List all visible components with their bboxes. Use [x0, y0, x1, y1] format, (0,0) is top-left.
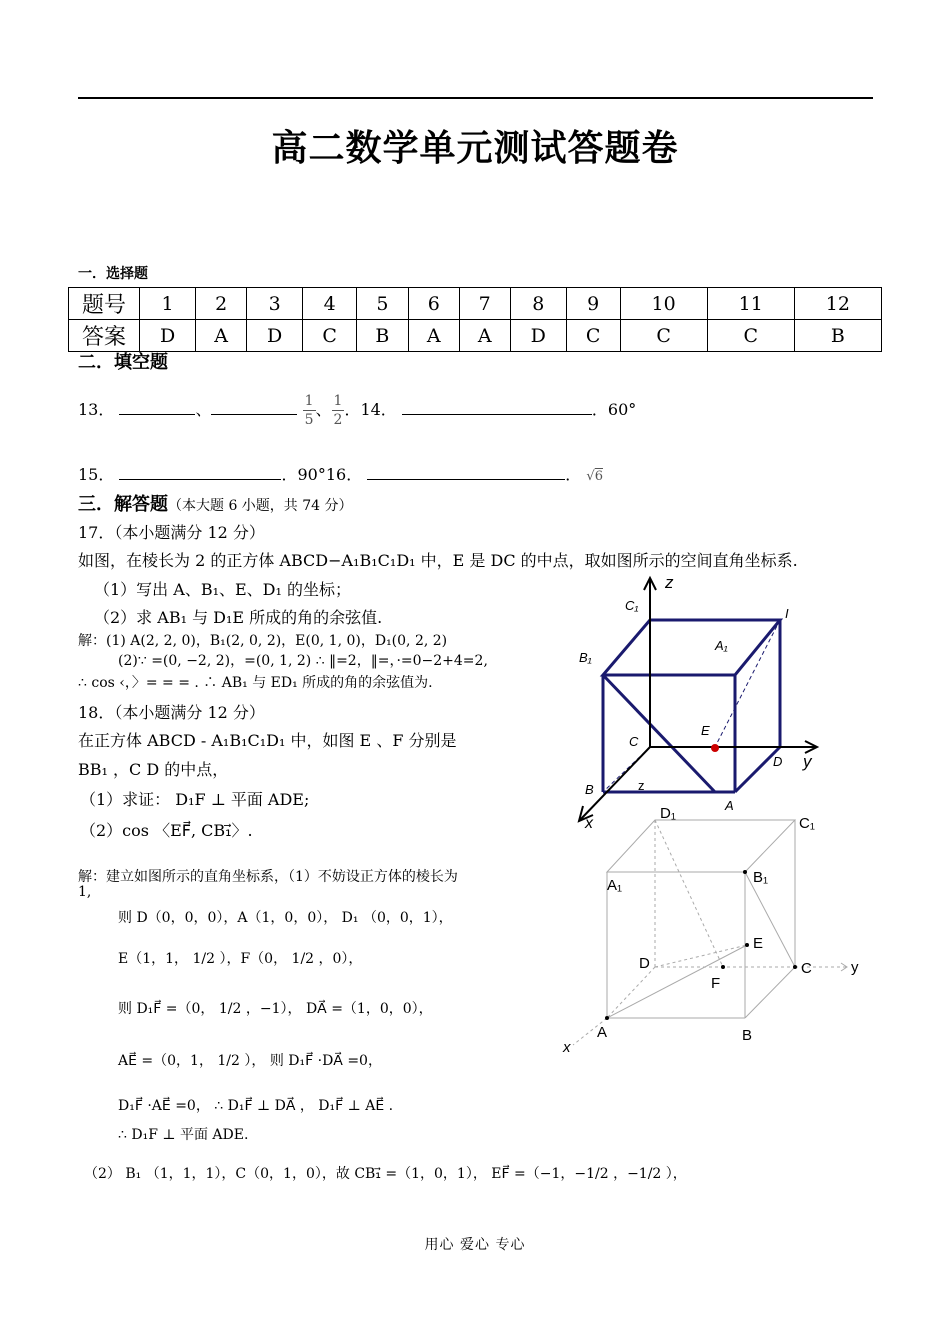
diagonal-ab1 — [603, 675, 715, 792]
q18-text-1: 在正方体 ABCD - A₁B₁C₁D₁ 中，如图 E 、F 分别是 — [78, 731, 457, 750]
cube-top-face — [607, 820, 795, 872]
cube-edge — [745, 967, 795, 1018]
svg-text:I: I — [785, 606, 789, 621]
q18-solution-b: 1, — [78, 884, 92, 900]
svg-text:C: C — [629, 734, 639, 749]
q18-solution-c: 则 D（0，0，0），A（1，0，0）， D₁ （0，0，1）， — [118, 910, 453, 926]
q17-text: 如图，在棱长为 2 的正方体 ABCD−A₁B₁C₁D₁ 中，E 是 DC 的中点，取如图所示的空间直角坐标系. — [78, 551, 798, 570]
cube-figure-2 — [555, 800, 875, 1055]
question-number: 15． — [78, 465, 115, 484]
table-cell: 1 — [140, 288, 196, 320]
q17-solution-2: (2)∵ =(0, −2, 2)，=(0, 1, 2) ∴ ‖=2，‖=，·=0−2+4=2, — [118, 653, 488, 669]
svg-text:E: E — [701, 723, 710, 738]
svg-text:B₁: B₁ — [579, 650, 592, 665]
svg-text:D: D — [773, 754, 783, 769]
svg-text:C: C — [801, 960, 812, 977]
table-cell: 10 — [620, 288, 707, 320]
question-number: ．14． — [344, 400, 397, 419]
answer-blank[interactable] — [119, 400, 195, 415]
hidden-edge — [607, 967, 655, 1018]
cube-figure-1 — [565, 570, 840, 835]
svg-text:x: x — [563, 1039, 571, 1055]
table-cell: C — [303, 320, 357, 352]
answer-table — [68, 287, 882, 352]
q17-solution-1: 解：(1) A(2, 2, 0)，B₁(2, 0, 2)，E(0, 1, 0)，D₁(0, 2, 2) — [78, 633, 448, 649]
table-row — [69, 320, 882, 352]
svg-text:y: y — [851, 959, 859, 976]
svg-text:D: D — [639, 955, 650, 972]
q17-heading: 17．（本小题满分 12 分） — [78, 523, 265, 542]
table-cell: C — [566, 320, 620, 352]
svg-text:z: z — [638, 778, 645, 793]
table-cell: C — [620, 320, 707, 352]
table-cell: 12 — [794, 288, 881, 320]
svg-text:y: y — [803, 752, 812, 771]
answer-blank[interactable] — [367, 465, 565, 480]
svg-text:z: z — [665, 573, 674, 592]
segment-d1f — [655, 820, 723, 967]
point-dot — [745, 943, 749, 947]
section-heading-choice: 一．选择题 — [78, 266, 148, 282]
table-header-cell: 题号 — [69, 288, 140, 320]
question-13-line — [78, 392, 636, 429]
page-footer: 用心 爱心 专心 — [424, 1237, 526, 1253]
table-cell: B — [357, 320, 409, 352]
q18-solution-h: ∴ D₁F ⊥ 平面 ADE. — [118, 1127, 249, 1143]
svg-text:x: x — [585, 815, 593, 832]
table-cell: 8 — [510, 288, 566, 320]
table-cell: A — [459, 320, 510, 352]
top-rule — [78, 97, 873, 99]
q17-part1: （1）写出 A、B₁、E、D₁ 的坐标； — [94, 580, 352, 599]
table-cell: C — [707, 320, 794, 352]
table-cell: B — [794, 320, 881, 352]
q18-text-2: BB₁ ，C D 的中点， — [78, 760, 229, 779]
section-heading-solve: 三．解答题（本大题 6 小题，共 74 分） — [78, 494, 353, 515]
segment-ae — [607, 945, 747, 1018]
fraction: $\frac{1}{2}$ — [333, 393, 343, 428]
q18-part1: （1）求证： D₁F ⊥ 平面 ADE; — [80, 790, 310, 809]
svg-text:F: F — [711, 975, 721, 992]
separator: 、 — [315, 400, 332, 419]
q18-solution-e: 则 D₁F⃗ =（0， 1/2 ，−1）， DA⃗ =（1，0，0）， — [118, 1001, 433, 1017]
q18-part2: （2）cos 〈EF⃗, CB₁⃗〉. — [80, 821, 253, 840]
q18-solution-a: 解：建立如图所示的直角坐标系，（1）不妨设正方体的棱长为 — [78, 869, 458, 885]
svg-text:B₁: B₁ — [753, 869, 769, 886]
answer-blank[interactable] — [402, 400, 592, 415]
page-title: 高二数学单元测试答题卷 — [271, 127, 679, 169]
svg-text:A: A — [597, 1024, 608, 1041]
q18-solution-d: E（1，1， 1/2 ），F（0， 1/2 ，0）， — [118, 951, 363, 967]
table-cell: 3 — [247, 288, 303, 320]
answer-blank[interactable] — [211, 400, 297, 415]
table-cell: A — [408, 320, 459, 352]
table-cell: 5 — [357, 288, 409, 320]
svg-text:C₁: C₁ — [799, 815, 815, 832]
table-cell: 11 — [707, 288, 794, 320]
q18-heading: 18．（本小题满分 12 分） — [78, 703, 265, 722]
separator: 、 — [195, 400, 212, 419]
q18-solution-f: AE⃗ =（0，1， 1/2 ）， 则 D₁F⃗ ·DA⃗ =0， — [118, 1053, 382, 1069]
svg-text:C₁: C₁ — [625, 598, 639, 613]
table-cell: 4 — [303, 288, 357, 320]
svg-text:A₁: A₁ — [715, 638, 728, 653]
svg-text:E: E — [753, 935, 764, 952]
answer-text: ． — [565, 465, 582, 484]
cube-edge — [745, 872, 795, 967]
svg-text:B: B — [585, 782, 594, 797]
answer-blank[interactable] — [119, 465, 281, 480]
svg-text:D₁: D₁ — [660, 805, 676, 822]
point-e — [711, 744, 719, 752]
table-cell: 6 — [408, 288, 459, 320]
table-cell: 7 — [459, 288, 510, 320]
q17-solution-3: ∴ cos ‹，〉= = = . ∴ AB₁ 与 ED₁ 所成的角的余弦值为. — [78, 675, 433, 691]
point-dot — [605, 1016, 609, 1020]
svg-text:A: A — [725, 798, 734, 813]
section-heading-fill: 二．填空题 — [78, 352, 168, 373]
point-dot — [793, 965, 797, 969]
q17-part2: （2）求 AB₁ 与 D₁E 所成的角的余弦值. — [94, 608, 383, 627]
table-cell: D — [510, 320, 566, 352]
point-dot — [721, 965, 725, 969]
table-cell: D — [140, 320, 196, 352]
table-cell: D — [247, 320, 303, 352]
q18-solution-g: D₁F⃗ ·AE⃗ =0， ∴ D₁F⃗ ⊥ DA⃗ ， D₁F⃗ ⊥ AE⃗ . — [118, 1098, 394, 1114]
question-number: 13． — [78, 400, 115, 419]
cube-top-face — [603, 620, 780, 675]
segment-de — [655, 945, 747, 967]
question-15-line — [78, 462, 603, 485]
sqrt-icon: √6 — [586, 469, 603, 484]
point-dot — [743, 870, 747, 874]
table-cell: A — [196, 320, 247, 352]
table-cell: 2 — [196, 288, 247, 320]
fraction: $\frac{1}{5}$ — [304, 393, 314, 428]
table-row — [69, 288, 882, 320]
table-header-cell: 答案 — [69, 320, 140, 352]
svg-text:A₁: A₁ — [607, 877, 623, 894]
table-cell: 9 — [566, 288, 620, 320]
answer-text: ．60° — [591, 400, 637, 419]
q18-solution-i: （2） B₁ （1，1，1），C（0，1，0），故 CB₁⃗ =（1，0，1）， EF⃗ =（−1，−1/2 ，−1/2 ）， — [84, 1166, 687, 1182]
answer-text: ．90°16． — [281, 465, 363, 484]
svg-text:B: B — [742, 1027, 753, 1044]
